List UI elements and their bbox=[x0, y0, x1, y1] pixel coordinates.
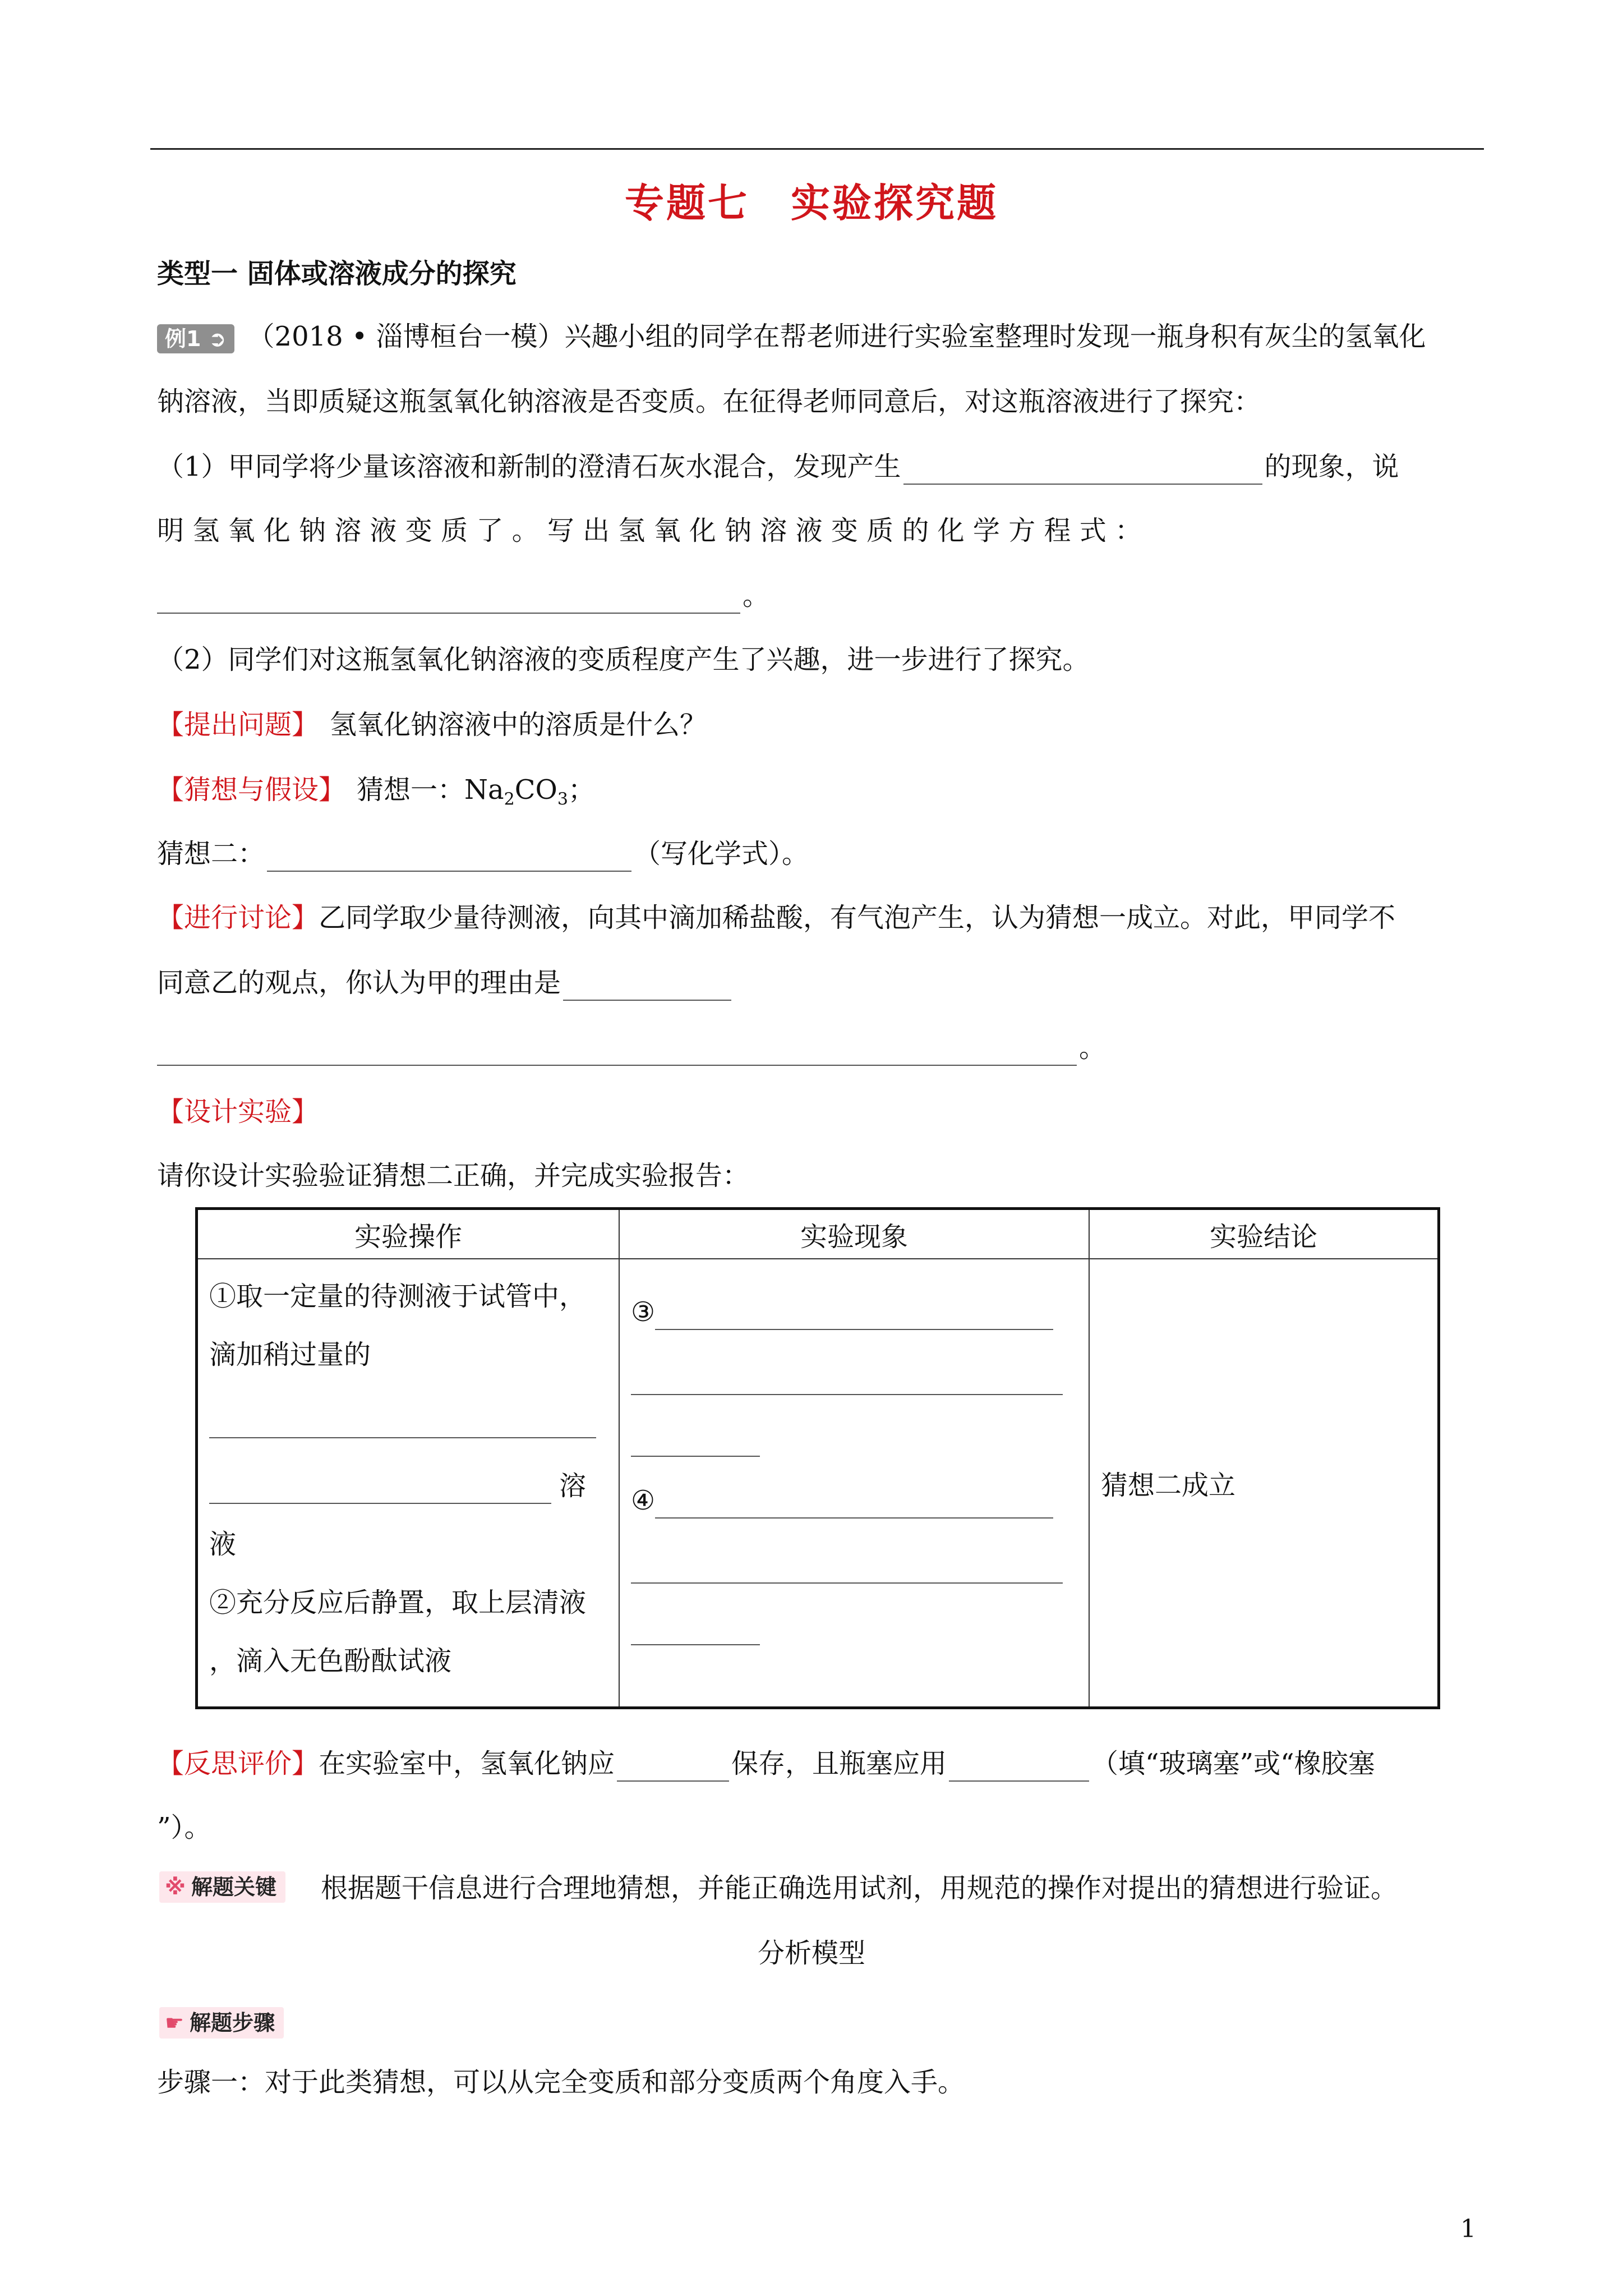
answer-blank-phenomenon4-a[interactable] bbox=[655, 1487, 1053, 1519]
cell-phenomenon: ③ ④ bbox=[619, 1259, 1089, 1708]
step1: 步骤一：对于此类猜想，可以从完全变质和部分变质两个角度入手。 bbox=[157, 2067, 965, 2098]
key-badge: ※ 解题关键 bbox=[159, 1871, 285, 1903]
discuss-line1: 【进行讨论】乙同学取少量待测液，向其中滴加稀盐酸，有气泡产生，认为猜想一成立。对此，甲同学不 bbox=[157, 902, 1396, 933]
header-operation: 实验操作 bbox=[197, 1209, 620, 1259]
ask-question-line: 【提出问题】 氢氧化钠溶液中的溶质是什么？ bbox=[157, 709, 707, 740]
answer-blank-equation[interactable] bbox=[157, 585, 740, 614]
answer-blank-phenomenon[interactable] bbox=[903, 455, 1262, 485]
question2: （2）同学们对这瓶氢氧化钠溶液的变质程度产生了兴趣，进一步进行了探究。 bbox=[157, 644, 1090, 675]
answer-blank-phenomenon4-b[interactable] bbox=[631, 1552, 1063, 1584]
question1-line3: 。 bbox=[157, 578, 769, 614]
answer-blank-reagent-b[interactable] bbox=[209, 1473, 551, 1504]
reflect-line1: 【反思评价】在实验室中，氢氧化钠应 保存，且瓶塞应用 （填“玻璃塞”或“橡胶塞 bbox=[157, 1746, 1375, 1782]
example-source: （2018 • 淄博桓台一模） bbox=[247, 321, 565, 352]
answer-blank-phenomenon3-c[interactable] bbox=[631, 1425, 760, 1457]
example-paragraph-line2: 钠溶液，当即质疑这瓶氢氧化钠溶液是否变质。在征得老师同意后，对这瓶溶液进行了探究： bbox=[157, 386, 1261, 417]
discuss-label: 【进行讨论】 bbox=[157, 902, 319, 933]
design-intro: 请你设计实验验证猜想二正确，并完成实验报告： bbox=[157, 1160, 750, 1191]
cell-conclusion bbox=[1089, 1259, 1439, 1708]
steps-badge: ☛ 解题步骤 bbox=[159, 2007, 284, 2039]
guess-label: 【猜想与假设】 bbox=[157, 774, 346, 806]
page-title: 专题七 实验探究题 bbox=[625, 180, 998, 226]
answer-blank-stopper[interactable] bbox=[949, 1752, 1089, 1782]
key-text: 根据题干信息进行合理地猜想，并能正确选用试剂，用规范的操作对提出的猜想进行验证。 bbox=[321, 1872, 1398, 1904]
answer-blank-phenomenon3-b[interactable] bbox=[631, 1364, 1063, 1395]
guess-line2: 猜想二： （写化学式）。 bbox=[157, 836, 809, 872]
section-heading: 类型一 固体或溶液成分的探究 bbox=[157, 258, 517, 289]
answer-blank-phenomenon4-c[interactable] bbox=[631, 1614, 760, 1645]
reflect-label: 【反思评价】 bbox=[157, 1748, 319, 1779]
example-text: 兴趣小组的同学在帮老师进行实验室整理时发现一瓶身积有灰尘的氢氧化 bbox=[564, 321, 1426, 352]
example-paragraph-line1 bbox=[157, 319, 1426, 355]
discuss-line3: 。 bbox=[157, 1030, 1106, 1066]
reflect-line2: ”）。 bbox=[157, 1812, 211, 1843]
answer-blank-reason-b[interactable] bbox=[157, 1037, 1077, 1066]
answer-blank-storage[interactable] bbox=[617, 1752, 729, 1782]
header-rule bbox=[150, 148, 1484, 150]
page-number: 1 bbox=[1460, 2215, 1476, 2243]
cell-operation: ①取一定量的待测液于试管中， 滴加稍过量的 溶 液 ②充分反应后静置，取上层清液 ，滴入无色酚酞试液 bbox=[197, 1259, 620, 1708]
conclusion-text: 猜想二成立 bbox=[1101, 1469, 1236, 1501]
header-phenomenon: 实验现象 bbox=[619, 1209, 1089, 1259]
ask-label: 【提出问题】 bbox=[157, 709, 319, 740]
guess-line1: 【猜想与假设】 猜想一：$Na_2CO_3$； bbox=[157, 774, 595, 809]
answer-blank-reason-a[interactable] bbox=[563, 972, 731, 1001]
pointing-hand-icon: ☛ bbox=[165, 2010, 185, 2035]
example-tag: 例1 ➲ bbox=[157, 324, 234, 353]
question1-line2: 明 氢 氧 化 钠 溶 液 变 质 了 。 写 出 氢 氧 化 钠 溶 液 变 质 的 化 学 方 程 式 ： bbox=[157, 515, 1142, 546]
model-title: 分析模型 bbox=[757, 1938, 865, 1969]
design-label: 【设计实验】 bbox=[157, 1096, 319, 1128]
arrow-circle-icon: ➲ bbox=[208, 326, 227, 351]
answer-blank-phenomenon3-a[interactable] bbox=[655, 1299, 1053, 1330]
header-conclusion: 实验结论 bbox=[1089, 1209, 1439, 1259]
question1-line1: （1）甲同学将少量该溶液和新制的澄清石灰水混合，发现产生 的现象，说 bbox=[157, 449, 1399, 485]
table-row bbox=[197, 1259, 1439, 1708]
asterisk-icon: ※ bbox=[165, 1875, 186, 1899]
discuss-line2: 同意乙的观点，你认为甲的理由是 bbox=[157, 965, 734, 1001]
experiment-report-table bbox=[195, 1207, 1440, 1709]
answer-blank-reagent-a[interactable] bbox=[209, 1407, 596, 1438]
table-header-row bbox=[197, 1209, 1439, 1259]
answer-blank-guess2[interactable] bbox=[267, 843, 631, 872]
